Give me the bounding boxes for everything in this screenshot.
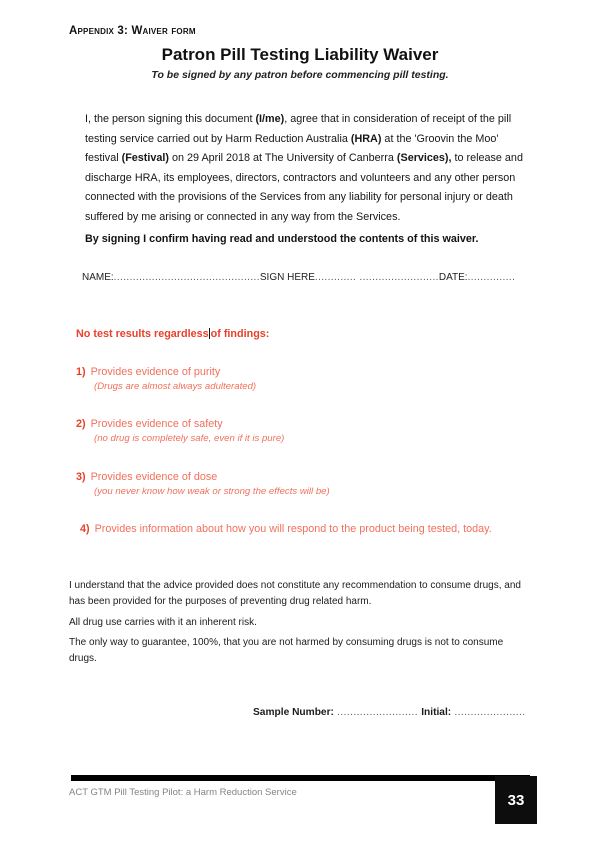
appendix-heading: Appendix 3: Waiver form — [69, 25, 196, 37]
name-field[interactable]: .............................................. — [113, 272, 260, 283]
footer-divider-bar — [71, 775, 530, 781]
signature-field[interactable]: ............. ......................... — [314, 272, 439, 283]
red-item-label: Provides evidence of dose — [90, 471, 218, 483]
date-label: DATE: — [438, 272, 468, 283]
red-item-subtext: (you never know how weak or strong the effects will be) — [94, 486, 330, 497]
page-number-badge: 33 — [495, 776, 537, 824]
red-item-main — [76, 471, 526, 483]
sample-number-label: Sample Number: — [253, 707, 334, 718]
red-list-item — [76, 418, 526, 444]
sample-number-row — [253, 707, 526, 718]
red-heading-part-2: of findings: — [210, 328, 270, 340]
red-list-item-4 — [80, 523, 492, 535]
initial-field[interactable]: ...................... — [451, 707, 526, 718]
page-subtitle: To be signed by any patron before commencing pill testing. — [151, 69, 449, 81]
red-item-number: 4) — [80, 523, 90, 535]
agreement-text-2: , agree that in consideration of receipt of the pill testing service carried out by Harm Reduction Australia — [85, 113, 512, 145]
agreement-text-4: on 29 April 2018 at The University of Canberra — [169, 152, 397, 165]
closing-paragraph-1: I understand that the advice provided does not constitute any recommendation to consume drugs, and has been provided for the purposes of preventing drug related harm. — [69, 580, 521, 607]
signature-row — [82, 272, 532, 283]
sample-number-field[interactable]: ......................... — [333, 707, 422, 718]
red-section-heading — [76, 328, 269, 340]
agreement-text-1: I, the person signing this document — [85, 113, 256, 125]
red-heading-part-1: No test results regardless — [76, 328, 209, 340]
agreement-text-3: at the 'Groovin the Moo' festival — [85, 132, 499, 165]
closing-paragraph-2: All drug use carries with it an inherent risk. — [69, 617, 257, 628]
sign-here-label: SIGN HERE — [259, 272, 315, 283]
red-list-item — [76, 471, 526, 497]
red-item-number: 3) — [76, 471, 86, 483]
red-list-item — [76, 366, 526, 392]
agreement-term-hra: (HRA) — [350, 132, 382, 145]
red-item-subtext: (Drugs are almost always adulterated) — [94, 381, 257, 392]
agreement-paragraph — [85, 110, 525, 228]
footer-text: ACT GTM Pill Testing Pilot: a Harm Reduction Service — [69, 787, 297, 798]
red-item-main — [76, 418, 526, 430]
initial-label: Initial: — [421, 707, 452, 718]
page-title: Patron Pill Testing Liability Waiver — [161, 45, 439, 64]
name-label: NAME: — [82, 272, 114, 283]
closing-paragraph-3: The only way to guarantee, 100%, that you are not harmed by consuming drugs is not to consume drugs. — [69, 637, 504, 664]
red-item-subtext: (no drug is completely safe, even if it is pure) — [94, 433, 285, 444]
red-item-label: Provides information about how you will respond to the product being tested, today. — [94, 523, 492, 535]
confirmation-statement: By signing I confirm having read and understood the contents of this waiver. — [85, 233, 479, 245]
red-item-main — [76, 366, 526, 378]
agreement-term-festival: (Festival) — [121, 152, 170, 165]
agreement-text-5: to release and discharge HRA, its employees, directors, contractors and volunteers and any other person connected with the provisions of the Services from any liability for personal injury or death suffered by me arising or connected in any way from the Services. — [85, 152, 523, 223]
red-item-label: Provides evidence of purity — [90, 366, 221, 378]
agreement-term-services: (Services), — [396, 152, 452, 165]
date-field[interactable]: ............... — [467, 272, 516, 283]
red-item-number: 1) — [76, 366, 86, 378]
red-item-label: Provides evidence of safety — [90, 418, 223, 430]
red-item-number: 2) — [76, 418, 86, 430]
agreement-term-i-me: (I/me) — [255, 113, 285, 125]
